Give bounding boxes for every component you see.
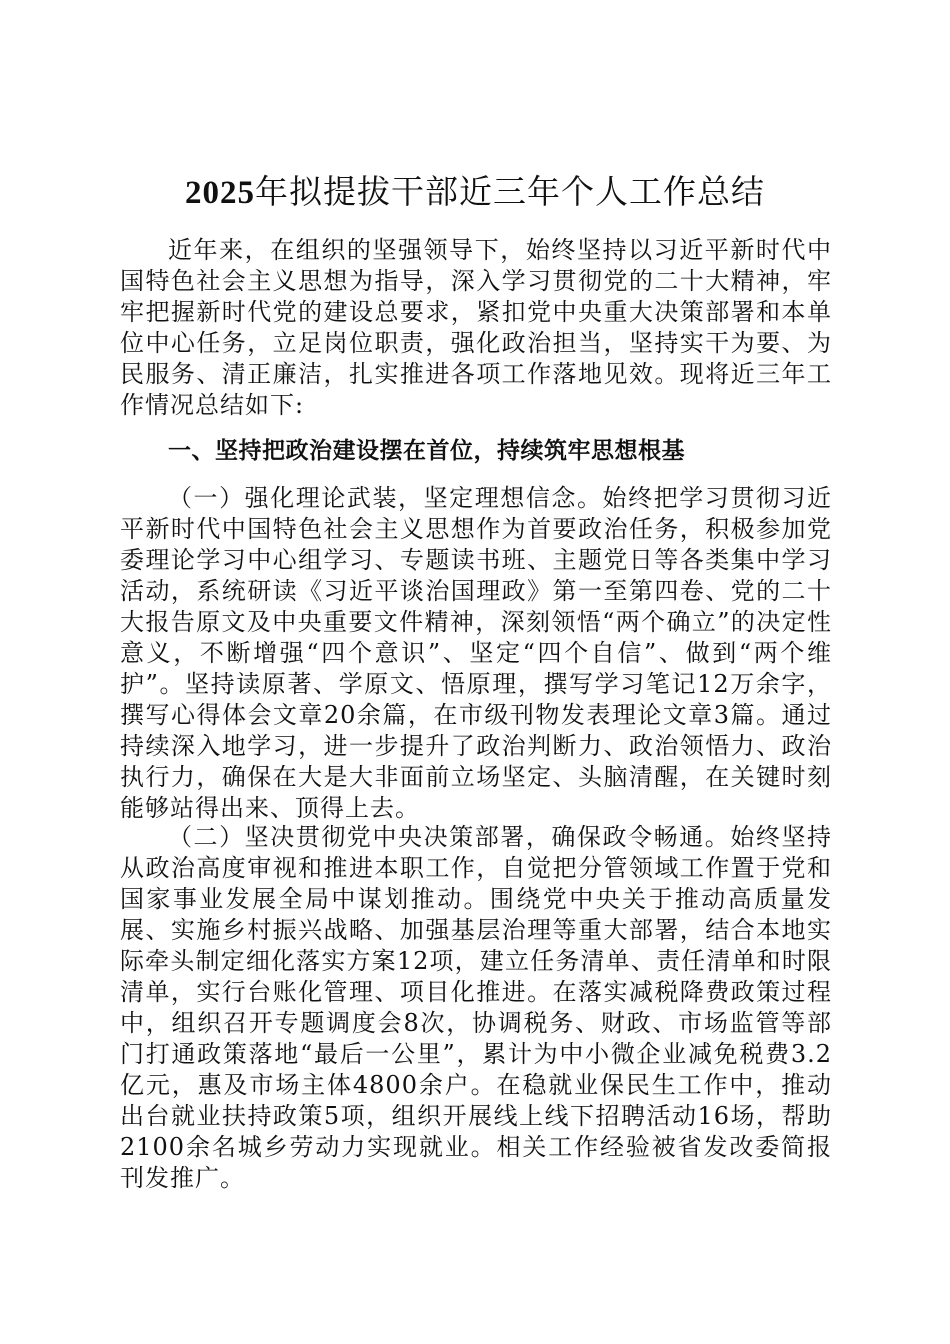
title-text: 年拟提拔干部近三年个人工作总结 [255,172,765,211]
document-title [120,168,830,217]
title-year: 2025 [185,175,255,211]
paragraph-1: （一）强化理论武装，坚定理想信念。始终把学习贯彻习近平新时代中国特色社会主义思想作为首要政治任务，积极参加党委理论学习中心组学习、专题读书班、主题党日等各类集中学习活动，系统研读《习近平谈治国理政》第一至第四卷、党的二十大报告原文及中央重要文件精神，深刻领悟“两个确立”的决定性意义，不断增强“四个意识”、坚定“四个自信”、做到“两个维护”。坚持读原著、学原文、悟原理，撰写学习笔记12万余字，撰写心得体会文章20余篇，在市级刊物发表理论文章3篇。通过持续深入地学习，进一步提升了政治判断力、政治领悟力、政治执行力，确保在大是大非面前立场坚定、头脑清醒，在关键时刻能够站得出来、顶得上去。 [120,484,832,822]
intro-paragraph: 近年来，在组织的坚强领导下，始终坚持以习近平新时代中国特色社会主义思想为指导，深入学习贯彻党的二十大精神，牢牢把握新时代党的建设总要求，紧扣党中央重大决策部署和本单位中心任务，立足岗位职责，强化政治担当，坚持实干为要、为民服务、清正廉洁，扎实推进各项工作落地见效。现将近三年工作情况总结如下: [120,236,832,419]
paragraph-2: （二）坚决贯彻党中央决策部署，确保政令畅通。始终坚持从政治高度审视和推进本职工作，自觉把分管领域工作置于党和国家事业发展全局中谋划推动。围绕党中央关于推动高质量发展、实施乡村振兴战略、加强基层治理等重大部署，结合本地实际牵头制定细化落实方案12项，建立任务清单、责任清单和时限清单，实行台账化管理、项目化推进。在落实减税降费政策过程中，组织召开专题调度会8次，协调税务、财政、市场监管等部门打通政策落地“最后一公里”，累计为中小微企业减免税费3.2亿元，惠及市场主体4800余户。在稳就业保民生工作中，推动出台就业扶持政策5项，组织开展线上线下招聘活动16场，帮助2100余名城乡劳动力实现就业。相关工作经验被省发改委简报刊发推广。 [120,823,832,1192]
section-heading-1: 一、坚持把政治建设摆在首位，持续筑牢思想根基 [168,437,685,464]
